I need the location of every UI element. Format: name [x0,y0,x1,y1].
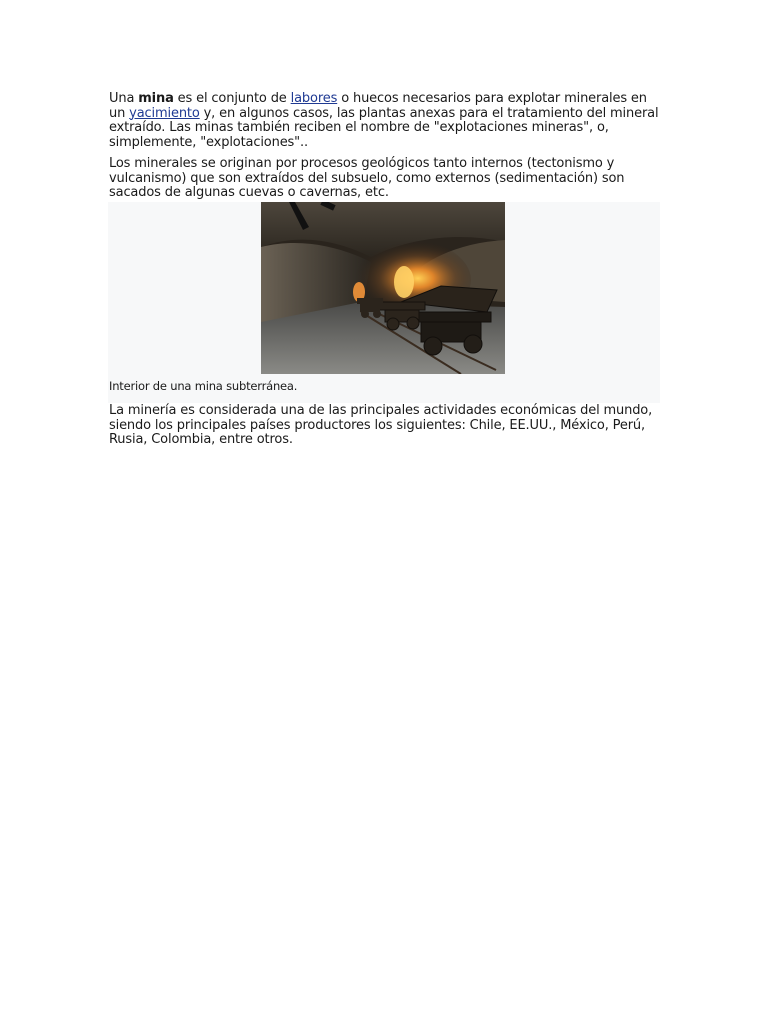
article-body [109,92,661,448]
term-mina: mina [138,91,174,106]
figure-caption: Interior de una mina subterránea. [109,378,298,393]
minerals-paragraph: Los minerales se originan por procesos geológicos tanto internos (tectonismo y vulcanismo) que son extraídos del subsuelo, como externos (sedimentación) son sacados de algunas cuevas o cavernas, etc. [109,155,625,201]
intro-text-2: es el conjunto de [173,91,291,106]
mining-economy-paragraph: La minería es considerada una de las principales actividades económicas del mundo, siendo los principales países productores los siguientes: Chile, EE.UU., México, Perú, Rusia, Colombia, entre otros. [109,402,653,448]
intro-paragraph [109,92,661,151]
mine-photo [261,202,505,374]
intro-text-1: Una [109,91,139,106]
link-labores[interactable]: labores [290,91,338,106]
link-yacimiento[interactable]: yacimiento [129,105,200,121]
intro-text-4: y, en algunos casos, las plantas anexas para el tratamiento del mineral extraído. Las minas también reciben el nombre de "explotaciones mineras", o, simplemente, "explotaciones".. [109,105,659,151]
figure-mine-interior [108,202,660,403]
intro-text-3: o huecos necesarios para explotar minerales en un [109,91,647,121]
